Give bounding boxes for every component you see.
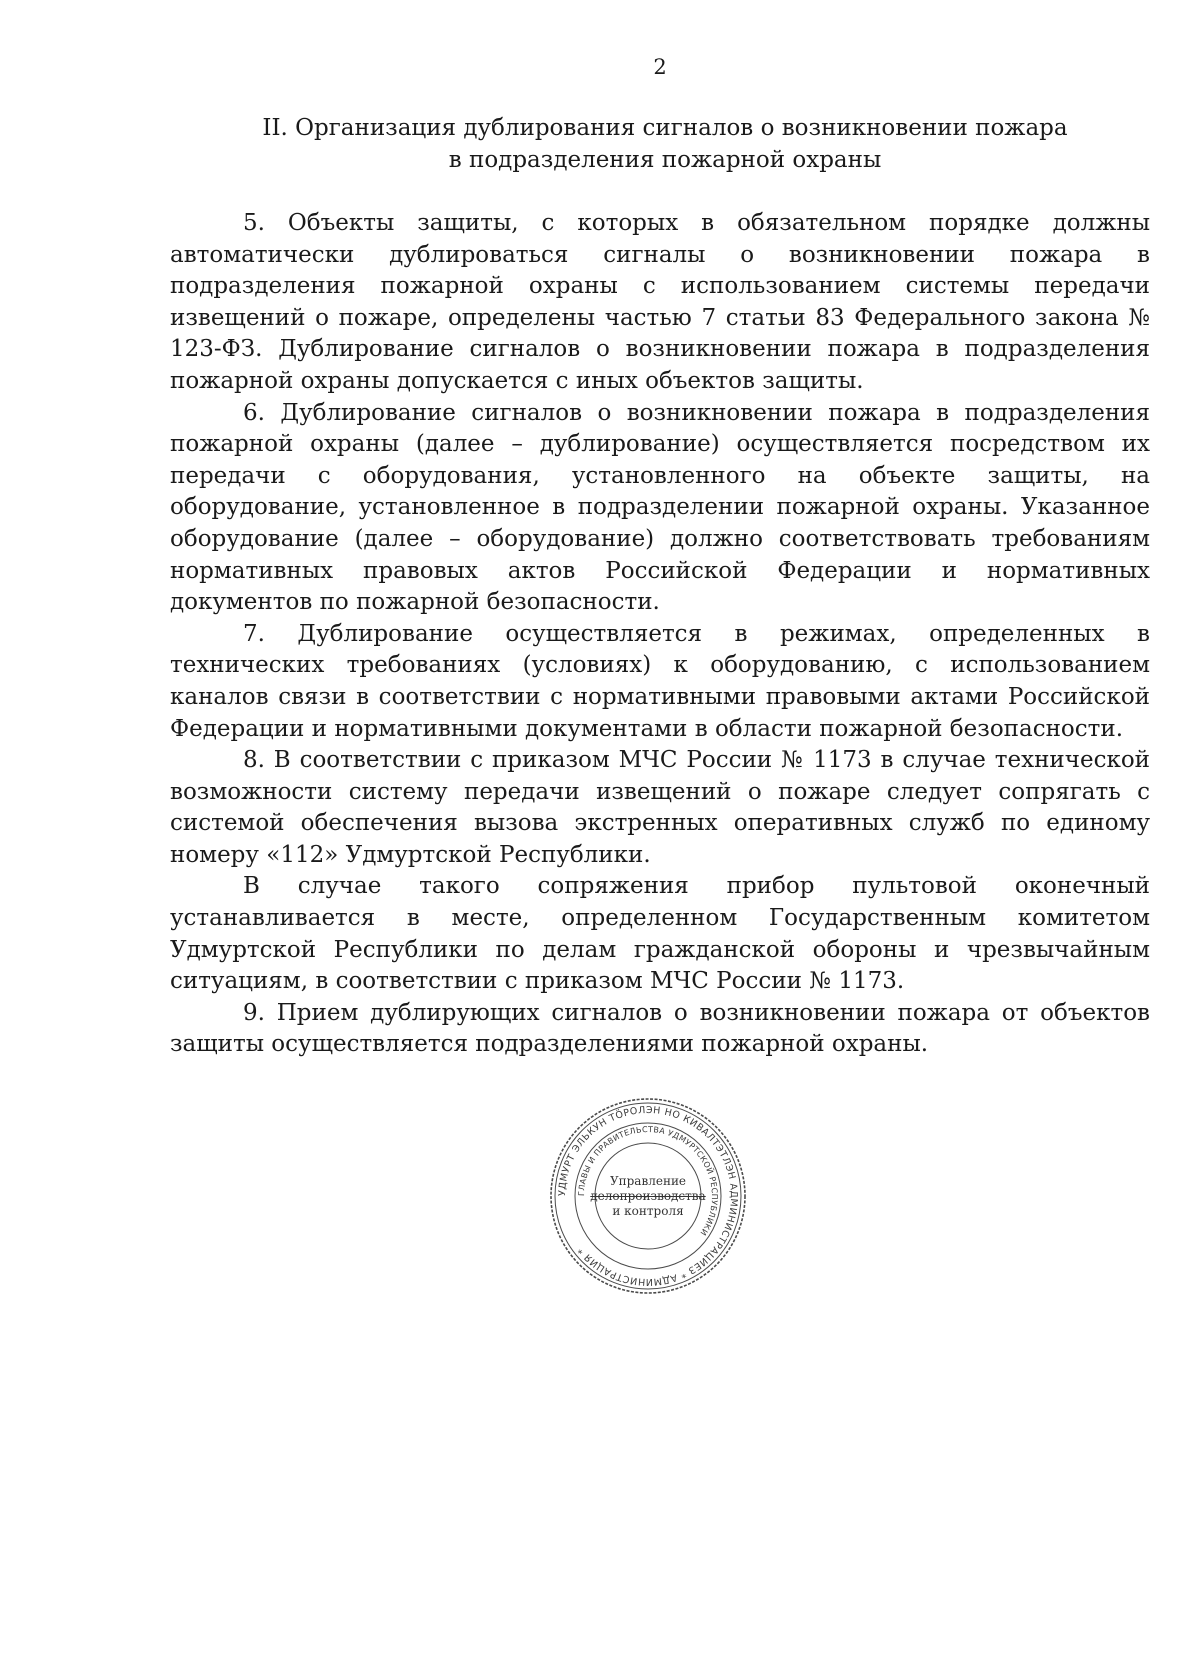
seal-outer-ring-text: УДМУРТ ЭЛЬКУН ТӦРОЛЭН НО КИВАЛТЭТЛЭН АДМИНИСТРАЦИЕЗ * АДМИНИСТРАЦИЯ * — [556, 1104, 740, 1288]
paragraph-8-continued: В случае такого сопряжения прибор пультовой оконечный устанавливается в месте, определенном Государственным комитетом Удмуртской Республики по делам гражданской обороны и чрезвычайным ситуациям, в соответствии с приказом МЧС России № 1173. — [170, 873, 1150, 995]
official-seal — [548, 1096, 748, 1296]
seal-center-line-3: и контроля — [612, 1204, 684, 1218]
paragraph-6: 6. Дублирование сигналов о возникновении пожара в подразделения пожарной охраны (далее – дублирование) осуществляется посредством их передачи с оборудования, установленного на объекте защиты, на оборудование, установленное в подразделении пожарной охраны. Указанное оборудование (далее – оборудование) должно соответствовать требованиям нормативных правовых актов Российской Федерации и нормативных документов по пожарной безопасности. — [170, 399, 1150, 616]
page-number: 2 — [653, 55, 667, 79]
seal-center-line-2: делопроизводства — [590, 1189, 706, 1203]
section-heading — [230, 112, 1100, 176]
seal-center-line-1: Управление — [609, 1174, 687, 1188]
paragraph-7: 7. Дублирование осуществляется в режимах, определенных в технических требованиях (условиях) к оборудованию, с использованием каналов связи в соответствии с нормативными правовыми актами Российской Федерации и нормативными документами в области пожарной безопасности. — [170, 620, 1150, 742]
section-heading-line-2: в подразделения пожарной охраны — [448, 147, 882, 173]
seal-inner-ring-text: ГЛАВЫ И ПРАВИТЕЛЬСТВА УДМУРТСКОЙ РЕСПУБЛИКИ — [576, 1124, 720, 1238]
paragraph-5: 5. Объекты защиты, с которых в обязательном порядке должны автоматически дублироваться сигналы о возникновении пожара в подразделения пожарной охраны с использованием системы передачи извещений о пожаре, определены частью 7 статьи 83 Федерального закона № 123-ФЗ. Дублирование сигналов о возникновении пожара в подразделения пожарной охраны допускается с иных объектов защиты. — [170, 210, 1150, 394]
section-heading-line-1: II. Организация дублирования сигналов о возникновении пожара — [262, 115, 1068, 141]
body-text — [170, 208, 1150, 1061]
paragraph-9: 9. Прием дублирующих сигналов о возникновении пожара от объектов защиты осуществляется подразделениями пожарной охраны. — [170, 999, 1150, 1058]
paragraph-8: 8. В соответствии с приказом МЧС России № 1173 в случае технической возможности систему передачи извещений о пожаре следует сопрягать с системой обеспечения вызова экстренных оперативных служб по единому номеру «112» Удмуртской Республики. — [170, 747, 1150, 868]
